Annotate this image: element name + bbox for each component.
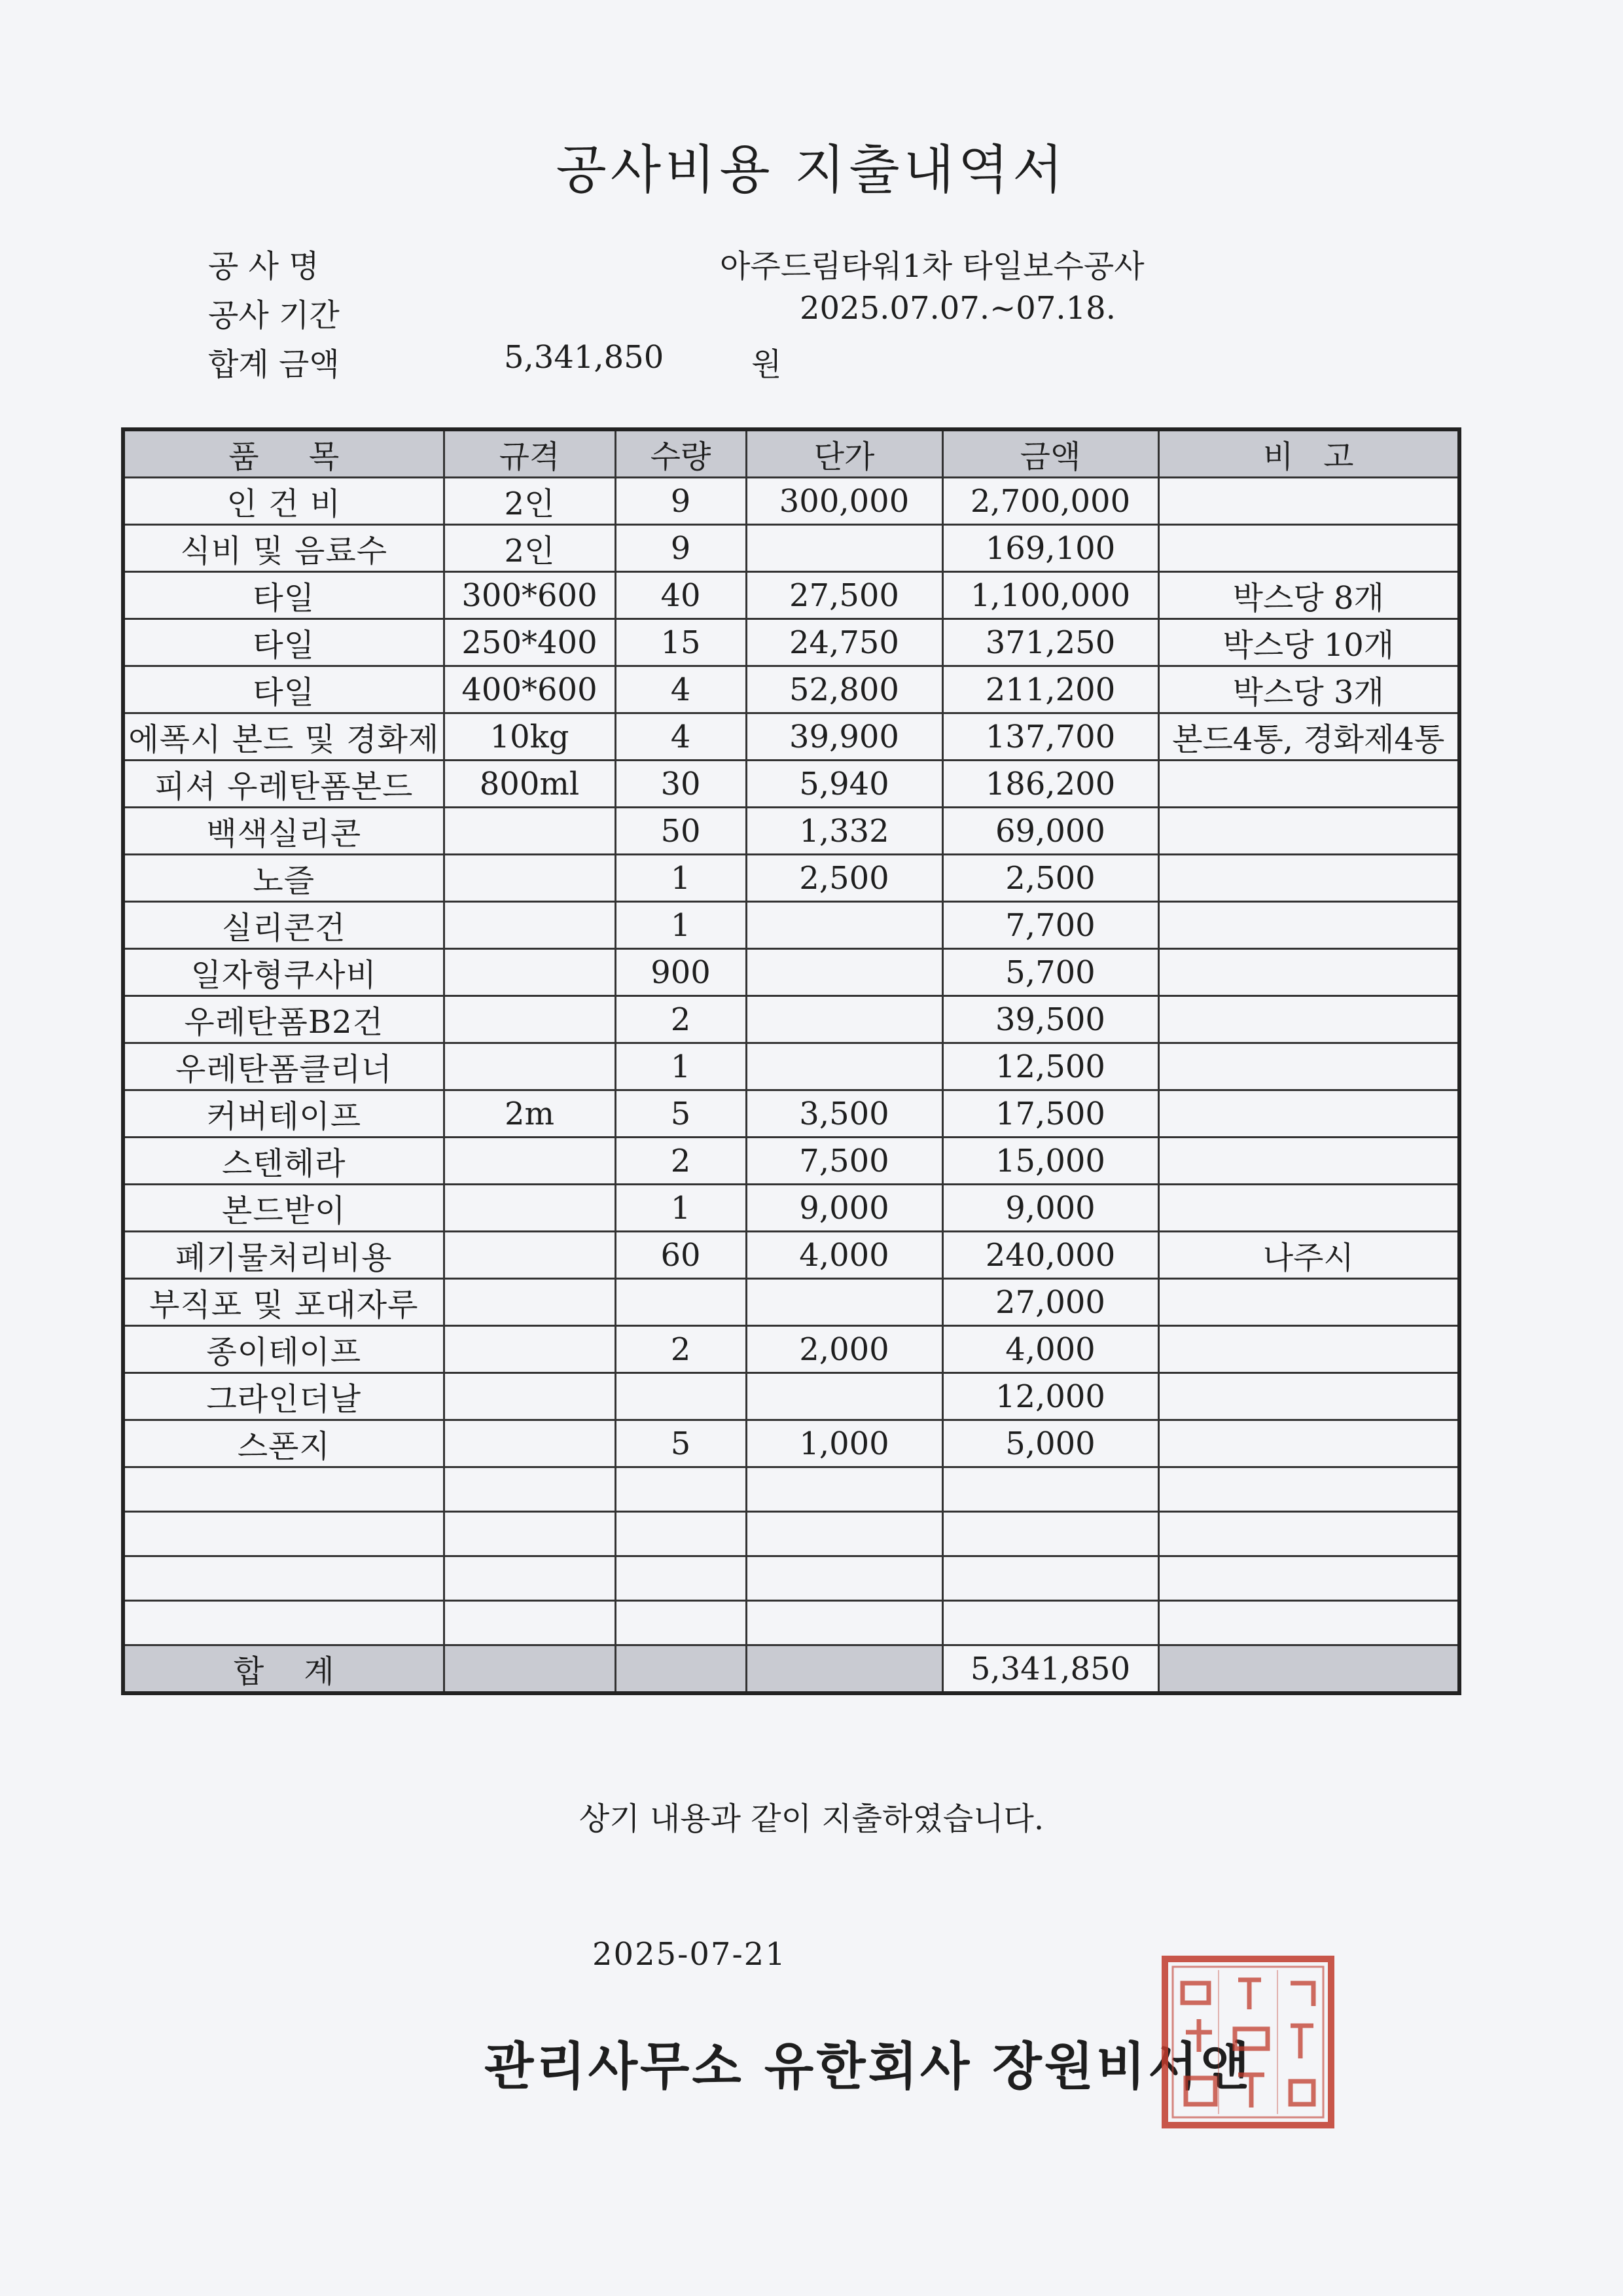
cell-amount: 17,500 [942, 1090, 1158, 1138]
cell-price [746, 949, 942, 996]
cell-price: 1,000 [746, 1420, 942, 1467]
project-period-label: 공사 기간 [208, 297, 340, 334]
cell-spec [444, 1420, 615, 1467]
cell-qty [615, 1467, 746, 1512]
cell-note [1158, 1467, 1459, 1512]
cell-amount: 9,000 [942, 1185, 1158, 1232]
cell-qty: 2 [615, 996, 746, 1043]
issuer-name: 관리사무소 유한회사 장원비서앤 [484, 2037, 1253, 2096]
expense-table [121, 427, 1461, 1695]
table-row [123, 1279, 1459, 1326]
cell-item: 부직포 및 포대자루 [123, 1279, 444, 1326]
cell-qty: 60 [615, 1232, 746, 1279]
cell-note [1158, 1043, 1459, 1090]
cell-amount: 2,700,000 [942, 478, 1158, 525]
total-row-amount: 5,341,850 [942, 1645, 1158, 1694]
cell-price: 5,940 [746, 761, 942, 808]
cell-spec: 2인 [444, 525, 615, 572]
cell-item [123, 1601, 444, 1645]
cell-amount: 137,700 [942, 713, 1158, 761]
cell-price [746, 1279, 942, 1326]
cell-spec [444, 855, 615, 902]
cell-item: 타일 [123, 619, 444, 666]
table-row [123, 1232, 1459, 1279]
cell-amount: 169,100 [942, 525, 1158, 572]
statement-text: 상기 내용과 같이 지출하였습니다. [579, 1801, 1044, 1837]
cell-qty [615, 1373, 746, 1420]
total-row-label: 합 계 [123, 1645, 444, 1694]
cell-spec: 2m [444, 1090, 615, 1138]
cell-qty: 900 [615, 949, 746, 996]
cell-spec: 800ml [444, 761, 615, 808]
cell-note [1158, 808, 1459, 855]
cell-amount: 12,000 [942, 1373, 1158, 1420]
cell-amount [942, 1467, 1158, 1512]
cell-item [123, 1512, 444, 1556]
cell-spec [444, 808, 615, 855]
cell-note [1158, 1326, 1459, 1373]
cell-price [746, 1373, 942, 1420]
cell-note [1158, 855, 1459, 902]
cell-spec [444, 1326, 615, 1373]
issue-date: 2025-07-21 [592, 1936, 787, 1973]
cell-qty: 5 [615, 1090, 746, 1138]
total-row-empty-cell [1158, 1645, 1459, 1694]
cell-spec: 400*600 [444, 666, 615, 713]
cell-note: 박스당 10개 [1158, 619, 1459, 666]
cell-price: 7,500 [746, 1138, 942, 1185]
cell-spec [444, 1512, 615, 1556]
table-header-row [123, 429, 1459, 478]
table-row [123, 1467, 1459, 1512]
cell-amount: 5,700 [942, 949, 1158, 996]
cell-amount: 186,200 [942, 761, 1158, 808]
cell-qty: 4 [615, 666, 746, 713]
cell-amount: 69,000 [942, 808, 1158, 855]
cell-spec [444, 1373, 615, 1420]
table-row [123, 1138, 1459, 1185]
cell-spec: 300*600 [444, 572, 615, 619]
table-row [123, 572, 1459, 619]
cell-amount [942, 1556, 1158, 1601]
table-row [123, 478, 1459, 525]
cell-amount: 211,200 [942, 666, 1158, 713]
cell-note: 박스당 3개 [1158, 666, 1459, 713]
cell-qty: 1 [615, 1185, 746, 1232]
cell-note: 나주시 [1158, 1232, 1459, 1279]
cell-price: 300,000 [746, 478, 942, 525]
total-row-empty-cell [444, 1645, 615, 1694]
cell-spec [444, 996, 615, 1043]
cell-note [1158, 949, 1459, 996]
cell-qty [615, 1279, 746, 1326]
cell-amount: 240,000 [942, 1232, 1158, 1279]
cell-note [1158, 1279, 1459, 1326]
total-amount-label: 합계 금액 [208, 346, 340, 383]
cell-price [746, 1512, 942, 1556]
cell-item: 우레탄폼B2건 [123, 996, 444, 1043]
cell-qty: 2 [615, 1138, 746, 1185]
header-price: 단가 [746, 429, 942, 478]
cell-spec [444, 1138, 615, 1185]
cell-note [1158, 1420, 1459, 1467]
cell-item: 실리콘건 [123, 902, 444, 949]
table-row [123, 949, 1459, 996]
cell-amount [942, 1601, 1158, 1645]
cell-amount: 371,250 [942, 619, 1158, 666]
cell-qty: 2 [615, 1326, 746, 1373]
table-row [123, 855, 1459, 902]
table-row [123, 996, 1459, 1043]
table-row [123, 1556, 1459, 1601]
cell-amount: 4,000 [942, 1326, 1158, 1373]
cell-item: 스폰지 [123, 1420, 444, 1467]
total-row-empty-cell [746, 1645, 942, 1694]
project-name-label: 공 사 명 [208, 248, 319, 285]
header-item: 품 목 [123, 429, 444, 478]
cell-spec [444, 1185, 615, 1232]
company-seal [1160, 1954, 1336, 2130]
cell-price [746, 1601, 942, 1645]
cell-qty [615, 1601, 746, 1645]
header-spec: 규격 [444, 429, 615, 478]
cell-qty: 5 [615, 1420, 746, 1467]
cell-price [746, 1043, 942, 1090]
cell-note [1158, 1601, 1459, 1645]
table-total-row [123, 1645, 1459, 1694]
cell-item: 스텐헤라 [123, 1138, 444, 1185]
cell-price: 3,500 [746, 1090, 942, 1138]
currency-unit: 원 [751, 346, 782, 383]
cell-qty: 40 [615, 572, 746, 619]
cell-price: 39,900 [746, 713, 942, 761]
cell-price [746, 996, 942, 1043]
table-row [123, 1601, 1459, 1645]
cell-item: 본드받이 [123, 1185, 444, 1232]
cell-note [1158, 996, 1459, 1043]
cell-amount: 5,000 [942, 1420, 1158, 1467]
cell-price: 2,500 [746, 855, 942, 902]
cell-note [1158, 478, 1459, 525]
cell-note: 박스당 8개 [1158, 572, 1459, 619]
cell-note [1158, 1556, 1459, 1601]
cell-qty: 4 [615, 713, 746, 761]
cell-item: 타일 [123, 572, 444, 619]
header-amount: 금액 [942, 429, 1158, 478]
cell-amount [942, 1512, 1158, 1556]
cell-note [1158, 1185, 1459, 1232]
document-title: 공사비용 지출내역서 [556, 139, 1067, 200]
cell-note [1158, 525, 1459, 572]
table-row [123, 1373, 1459, 1420]
cell-qty: 9 [615, 525, 746, 572]
cell-price: 4,000 [746, 1232, 942, 1279]
cell-spec [444, 902, 615, 949]
table-row [123, 902, 1459, 949]
cell-price: 24,750 [746, 619, 942, 666]
table-row [123, 525, 1459, 572]
cell-amount: 39,500 [942, 996, 1158, 1043]
table-row [123, 761, 1459, 808]
cell-qty: 50 [615, 808, 746, 855]
cell-item: 우레탄폼클리너 [123, 1043, 444, 1090]
project-name-value: 아주드림타워1차 타일보수공사 [720, 248, 1145, 285]
table-row [123, 713, 1459, 761]
table-row [123, 1420, 1459, 1467]
cell-price [746, 902, 942, 949]
header-note: 비 고 [1158, 429, 1459, 478]
cell-amount: 15,000 [942, 1138, 1158, 1185]
total-row-empty-cell [615, 1645, 746, 1694]
cell-qty: 30 [615, 761, 746, 808]
cell-spec [444, 1279, 615, 1326]
cell-item: 일자형쿠사비 [123, 949, 444, 996]
total-amount-value: 5,341,850 [504, 339, 664, 376]
header-qty: 수량 [615, 429, 746, 478]
table-row [123, 619, 1459, 666]
cell-note [1158, 1512, 1459, 1556]
cell-spec: 2인 [444, 478, 615, 525]
cell-note: 본드4통, 경화제4통 [1158, 713, 1459, 761]
cell-qty: 1 [615, 1043, 746, 1090]
cell-item: 인 건 비 [123, 478, 444, 525]
cell-qty: 1 [615, 902, 746, 949]
cell-item: 식비 및 음료수 [123, 525, 444, 572]
cell-amount: 2,500 [942, 855, 1158, 902]
cell-qty [615, 1512, 746, 1556]
table-row [123, 1512, 1459, 1556]
cell-price [746, 1556, 942, 1601]
cell-item: 그라인더날 [123, 1373, 444, 1420]
cell-price [746, 525, 942, 572]
table-row [123, 1185, 1459, 1232]
table-row [123, 1090, 1459, 1138]
cell-amount: 7,700 [942, 902, 1158, 949]
cell-price: 52,800 [746, 666, 942, 713]
cell-note [1158, 1138, 1459, 1185]
cell-note [1158, 1373, 1459, 1420]
cell-note [1158, 761, 1459, 808]
cell-spec [444, 1556, 615, 1601]
cell-price: 1,332 [746, 808, 942, 855]
cell-amount: 12,500 [942, 1043, 1158, 1090]
table-row [123, 666, 1459, 713]
table-row [123, 1043, 1459, 1090]
cell-qty: 1 [615, 855, 746, 902]
cell-price [746, 1467, 942, 1512]
cell-spec [444, 1601, 615, 1645]
table-row [123, 1326, 1459, 1373]
cell-price: 27,500 [746, 572, 942, 619]
cell-item: 에폭시 본드 및 경화제 [123, 713, 444, 761]
cell-note [1158, 1090, 1459, 1138]
cell-spec: 10kg [444, 713, 615, 761]
cell-spec [444, 949, 615, 996]
cell-item: 종이테이프 [123, 1326, 444, 1373]
cell-item: 타일 [123, 666, 444, 713]
cell-item: 피셔 우레탄폼본드 [123, 761, 444, 808]
cell-amount: 1,100,000 [942, 572, 1158, 619]
cell-item: 커버테이프 [123, 1090, 444, 1138]
project-period-value: 2025.07.07.~07.18. [800, 290, 1116, 327]
cell-spec: 250*400 [444, 619, 615, 666]
cell-price: 9,000 [746, 1185, 942, 1232]
cell-item: 노즐 [123, 855, 444, 902]
cell-item: 백색실리콘 [123, 808, 444, 855]
cell-price: 2,000 [746, 1326, 942, 1373]
cell-item [123, 1556, 444, 1601]
cell-amount: 27,000 [942, 1279, 1158, 1326]
cell-spec [444, 1467, 615, 1512]
cell-item: 폐기물처리비용 [123, 1232, 444, 1279]
cell-qty: 15 [615, 619, 746, 666]
table-row [123, 808, 1459, 855]
cell-spec [444, 1043, 615, 1090]
cell-qty: 9 [615, 478, 746, 525]
cell-note [1158, 902, 1459, 949]
cell-item [123, 1467, 444, 1512]
cell-spec [444, 1232, 615, 1279]
cell-qty [615, 1556, 746, 1601]
